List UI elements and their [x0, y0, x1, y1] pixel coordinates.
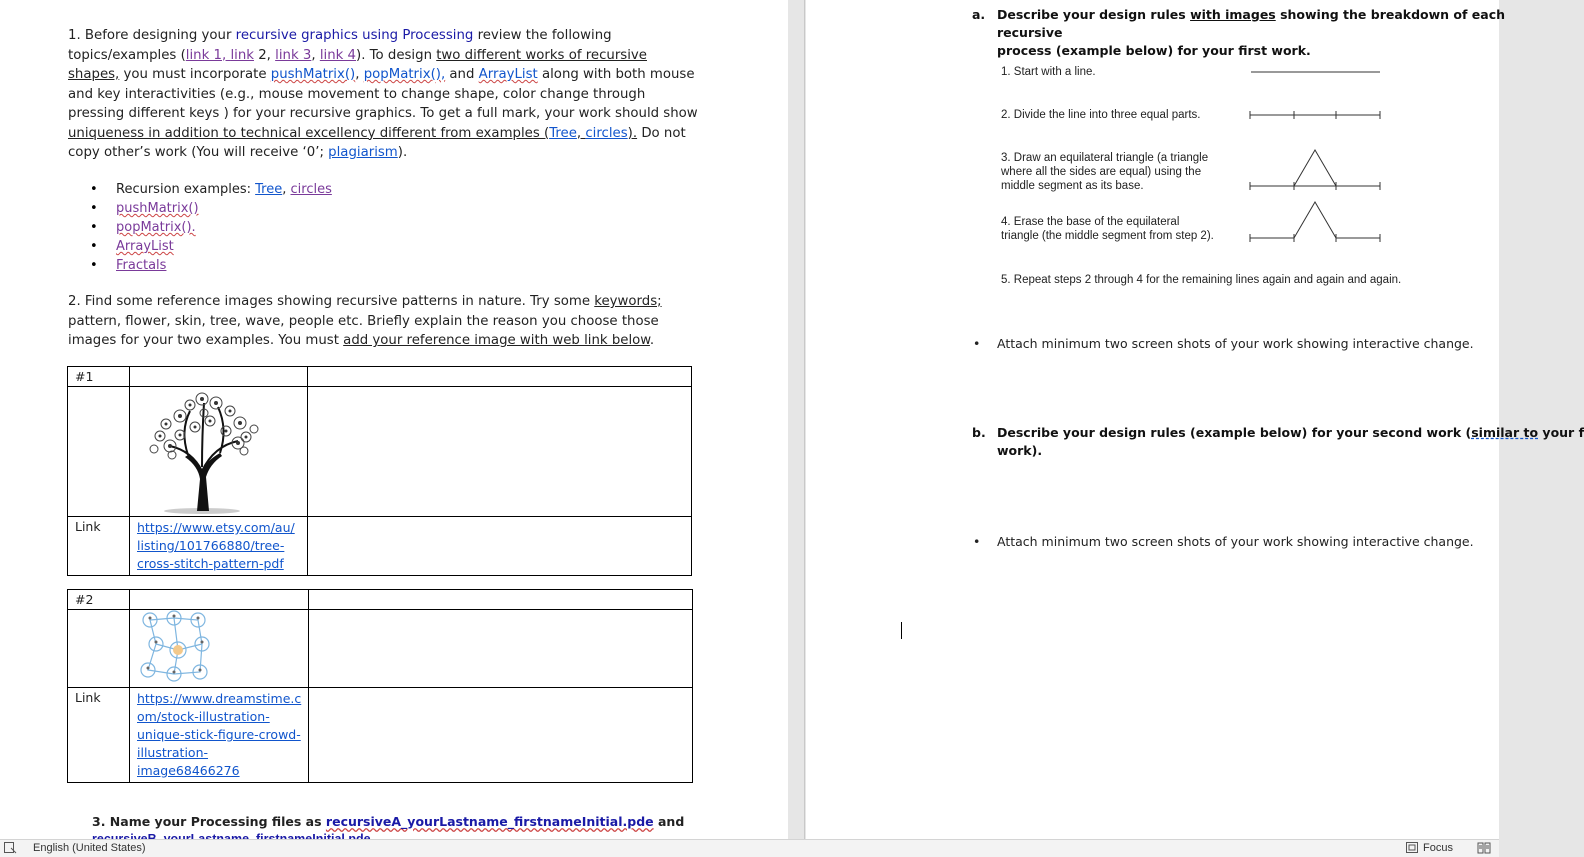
dreamstime-link[interactable]: illustration-	[137, 745, 209, 760]
text: middle segment as its base.	[1001, 180, 1144, 192]
text: you must incorporate	[119, 67, 271, 82]
text: 5. Repeat steps 2 through 4 for the remaining lines again and again and again.	[1001, 274, 1402, 286]
attach-bullet-2[interactable]	[973, 534, 1474, 549]
text: Do not copy other’s work (You will receive ‘0’;	[68, 125, 686, 160]
document-page-right[interactable]	[806, 0, 1584, 839]
link-3[interactable]: link 3	[275, 47, 312, 63]
bullet-dot: •	[973, 336, 981, 351]
list-item	[90, 218, 332, 237]
dreamstime-link[interactable]: https://www.dreamstime.c	[137, 691, 302, 706]
table-cell[interactable]	[130, 590, 309, 610]
text: 3. Draw an equilateral triangle (a triangle	[1001, 152, 1209, 164]
step-2[interactable]	[1001, 108, 1200, 122]
language-status[interactable]: English (United States)	[33, 842, 146, 854]
table-cell[interactable]	[68, 590, 130, 610]
text: work).	[997, 443, 1043, 458]
table-cell[interactable]	[130, 367, 308, 387]
text: two different works of recursive shapes,	[68, 47, 647, 82]
step-1[interactable]	[1001, 65, 1096, 79]
focus-icon[interactable]	[1406, 842, 1419, 857]
section-a-heading[interactable]	[997, 6, 1507, 60]
dreamstime-link[interactable]: om/stock-illustration-	[137, 709, 270, 724]
text: ,	[311, 47, 320, 63]
link-label: Link	[75, 690, 101, 705]
arraylist-link[interactable]: ArrayList	[478, 67, 538, 82]
table-cell[interactable]	[309, 590, 693, 610]
text-cursor	[901, 622, 902, 639]
reference-table-2	[67, 589, 693, 783]
reference-table-1	[67, 366, 692, 576]
link-2[interactable]: link	[230, 47, 254, 63]
text: Describe your design rules (example below) for your second work (	[997, 425, 1472, 440]
section-b-heading[interactable]	[997, 424, 1584, 460]
document-page-left[interactable]	[0, 0, 788, 839]
text: triangle (the middle segment from step 2).	[1001, 230, 1214, 242]
row-label: #1	[75, 369, 94, 384]
popmatrix-link[interactable]: popMatrix().	[116, 220, 196, 235]
text: ).	[397, 145, 408, 160]
table-cell[interactable]	[308, 387, 692, 517]
text: where all the sides are equal) using the	[1001, 166, 1202, 178]
text: along with both mouse and key interactivities (e.g., mouse movement to change shape, color change through pressing different keys ) for your recursive graphics. To get a full mark, your work should show	[68, 67, 698, 121]
table-cell[interactable]	[309, 610, 693, 688]
list-item	[90, 237, 332, 256]
text: ).	[627, 125, 638, 141]
read-mode-icon[interactable]	[1477, 842, 1491, 857]
image-cell[interactable]	[130, 387, 308, 517]
text: 1. Start with a line.	[1001, 66, 1096, 78]
bullet-list	[90, 180, 332, 275]
step-4[interactable]	[1001, 215, 1214, 243]
text: 2	[253, 47, 267, 63]
text: review the following topics/examples (	[68, 28, 612, 63]
text: ,	[266, 47, 276, 63]
text: and	[653, 814, 685, 829]
table-cell[interactable]	[68, 688, 130, 783]
bullet-dot: •	[973, 534, 981, 549]
text: Describe your design rules	[997, 7, 1191, 22]
circles-link[interactable]: circles	[585, 125, 628, 141]
etsy-link[interactable]: listing/101766880/tree-	[137, 538, 285, 553]
image-cell[interactable]	[130, 610, 309, 688]
plagiarism-link[interactable]: plagiarism	[328, 145, 398, 160]
text: 2. Find some reference images showing recursive patterns in nature. Try some	[68, 294, 595, 309]
text: similar to	[1471, 425, 1539, 440]
tree-link[interactable]: Tree	[549, 125, 577, 141]
paragraph-3-continued	[92, 832, 371, 839]
text: b.	[972, 425, 986, 440]
text: process (example below) for your first work.	[997, 43, 1311, 58]
text: Attach minimum two screen shots of your work showing interactive change.	[997, 534, 1474, 549]
text: ,	[221, 47, 231, 63]
text: 3. Name your Processing files as	[92, 814, 326, 829]
text: your f	[1538, 425, 1584, 440]
pushmatrix-link[interactable]: pushMatrix()	[116, 201, 199, 216]
pushmatrix-link[interactable]: pushMatrix()	[270, 67, 356, 82]
tree-image[interactable]	[140, 391, 270, 515]
table-cell[interactable]	[68, 387, 130, 517]
table-cell[interactable]	[68, 367, 130, 387]
text: ,	[355, 67, 364, 82]
page-divider	[804, 0, 805, 839]
dreamstime-link[interactable]: image68466276	[137, 763, 240, 778]
paragraph-3[interactable]	[92, 814, 684, 829]
link-1[interactable]: link 1	[185, 47, 222, 63]
table-cell[interactable]	[309, 688, 693, 783]
etsy-link[interactable]: https://www.etsy.com/au/	[137, 520, 295, 535]
link-4[interactable]: link 4	[319, 47, 357, 63]
text: 1. Before designing your	[68, 28, 236, 43]
text: uniqueness in addition to technical excellency different from examples (	[68, 125, 550, 141]
proofing-icon[interactable]	[4, 842, 17, 857]
status-bar	[0, 839, 1499, 857]
step-5[interactable]	[1001, 273, 1401, 287]
text: Attach minimum two screen shots of your work showing interactive change.	[997, 336, 1474, 351]
circles-link[interactable]: circles	[290, 182, 332, 197]
link-label: Link	[75, 519, 101, 534]
focus-label[interactable]: Focus	[1423, 842, 1453, 854]
text: a.	[972, 7, 986, 22]
text: keywords;	[594, 294, 662, 309]
text: recursive graphics using Processing	[235, 28, 474, 43]
table-cell[interactable]	[308, 367, 692, 387]
attach-bullet-1[interactable]	[973, 336, 1474, 351]
koch-steps-diagram	[1246, 60, 1386, 250]
text: .	[649, 333, 655, 348]
table-cell[interactable]	[68, 610, 130, 688]
list-item	[90, 199, 332, 218]
list-item	[90, 180, 332, 199]
text: with images	[1190, 7, 1276, 22]
text: pattern, flower, skin, tree, wave, people etc. Briefly explain the reason you choose those images for your two examples. You must	[68, 313, 659, 348]
popmatrix-link[interactable]: popMatrix(),	[363, 67, 446, 82]
text: and	[445, 67, 479, 82]
dreamstime-link[interactable]: unique-stick-figure-crowd-	[137, 727, 301, 742]
list-marker-b	[972, 424, 986, 442]
stick-figure-network-image[interactable]	[138, 610, 218, 686]
text: 2. Divide the line into three equal parts.	[1001, 109, 1201, 121]
etsy-link[interactable]: cross-stitch-pattern-pdf	[137, 556, 284, 571]
table-cell[interactable]	[68, 517, 130, 576]
text: add your reference image with web link below	[343, 333, 650, 348]
step-3[interactable]	[1001, 151, 1208, 193]
text: ,	[282, 182, 291, 197]
text: ). To design	[356, 47, 437, 63]
paragraph-1[interactable]	[68, 26, 698, 163]
list-item	[90, 256, 332, 275]
paragraph-2[interactable]	[68, 292, 698, 351]
fractals-link[interactable]: Fractals	[116, 258, 167, 273]
text: showing the breakdown of each recursive	[997, 7, 1506, 40]
text: Recursion examples:	[116, 182, 256, 197]
tree-link[interactable]: Tree	[255, 182, 283, 197]
arraylist-link[interactable]: ArrayList	[116, 239, 174, 254]
filename-a[interactable]: recursiveA_yourLastname_firstnameInitial.pde	[325, 814, 654, 829]
list-marker-a	[972, 6, 985, 24]
row-label: #2	[75, 592, 94, 607]
text: ,	[576, 125, 586, 141]
link-cell[interactable]	[130, 517, 308, 576]
link-cell[interactable]	[130, 688, 309, 783]
table-cell[interactable]	[308, 517, 692, 576]
text: 4. Erase the base of the equilateral	[1001, 216, 1180, 228]
